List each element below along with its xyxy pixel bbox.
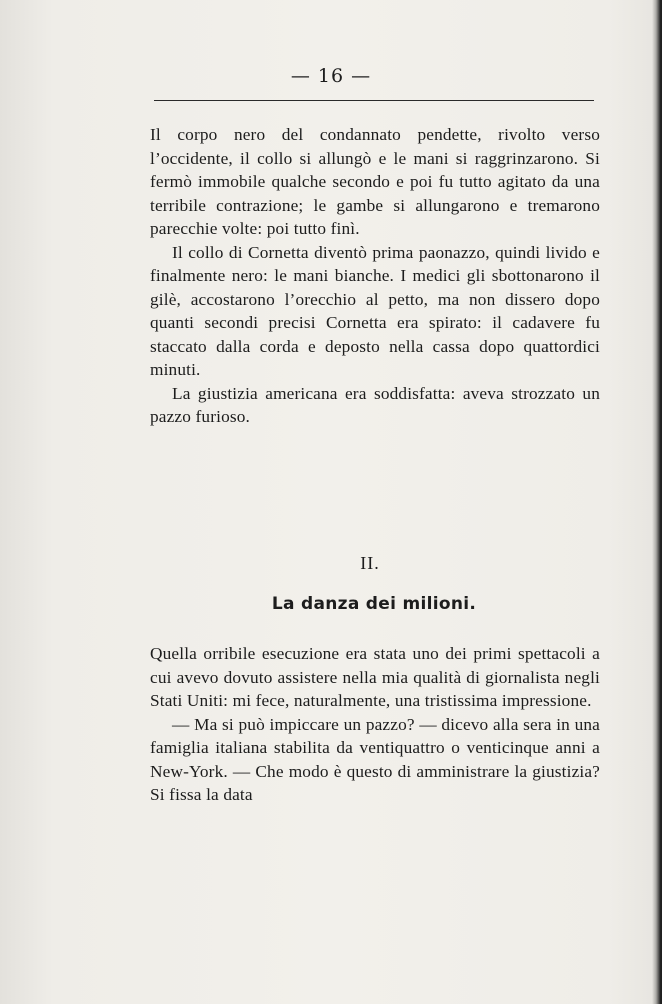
chapter-text-part-two: [150, 642, 600, 807]
page-number: — 16 —: [290, 65, 372, 87]
header-rule: [154, 100, 594, 101]
page-binding-shadow: [652, 0, 662, 1004]
paragraph: — Ma si può impiccare un pazzo? — dicevo alla sera in una famiglia italiana stabilita da ventiquattro o venticinque anni a New-York. — Che modo è questo di amministrare la giustizia? Si fissa la data: [150, 714, 600, 804]
section-numeral: II.: [360, 553, 380, 573]
paragraph: Il corpo nero del condannato pendette, rivolto verso l’occidente, il collo si allungò e le mani si raggrinzarono. Si fermò immobile qualche secondo e poi fu tutto agitato da una terribile contrazione; le gambe si allungarono e tremarono parecchie volte: poi tutto finì.: [150, 125, 600, 238]
chapter-text-part-one: [150, 123, 600, 429]
paragraph: Il collo di Cornetta diventò prima paonazzo, quindi livido e finalmente nero: le mani bianche. I medici gli sbottonarono il gilè, accostarono l’orecchio al petto, ma non dissero dopo quanti secondi precisi Cornetta era spirato: il cadavere fu staccato dalla corda e deposto nella cassa dopo quattordici minuti.: [150, 242, 600, 379]
paragraph: Quella orribile esecuzione era stata uno dei primi spettacoli a cui avevo dovuto assistere nella mia qualità di giornalista negli Stati Uniti: mi fece, naturalmente, una tristissima impressione.: [150, 644, 600, 710]
paragraph: La giustizia americana era soddisfatta: aveva strozzato un pazzo furioso.: [150, 383, 600, 426]
section-title: La danza dei milioni.: [271, 594, 477, 614]
